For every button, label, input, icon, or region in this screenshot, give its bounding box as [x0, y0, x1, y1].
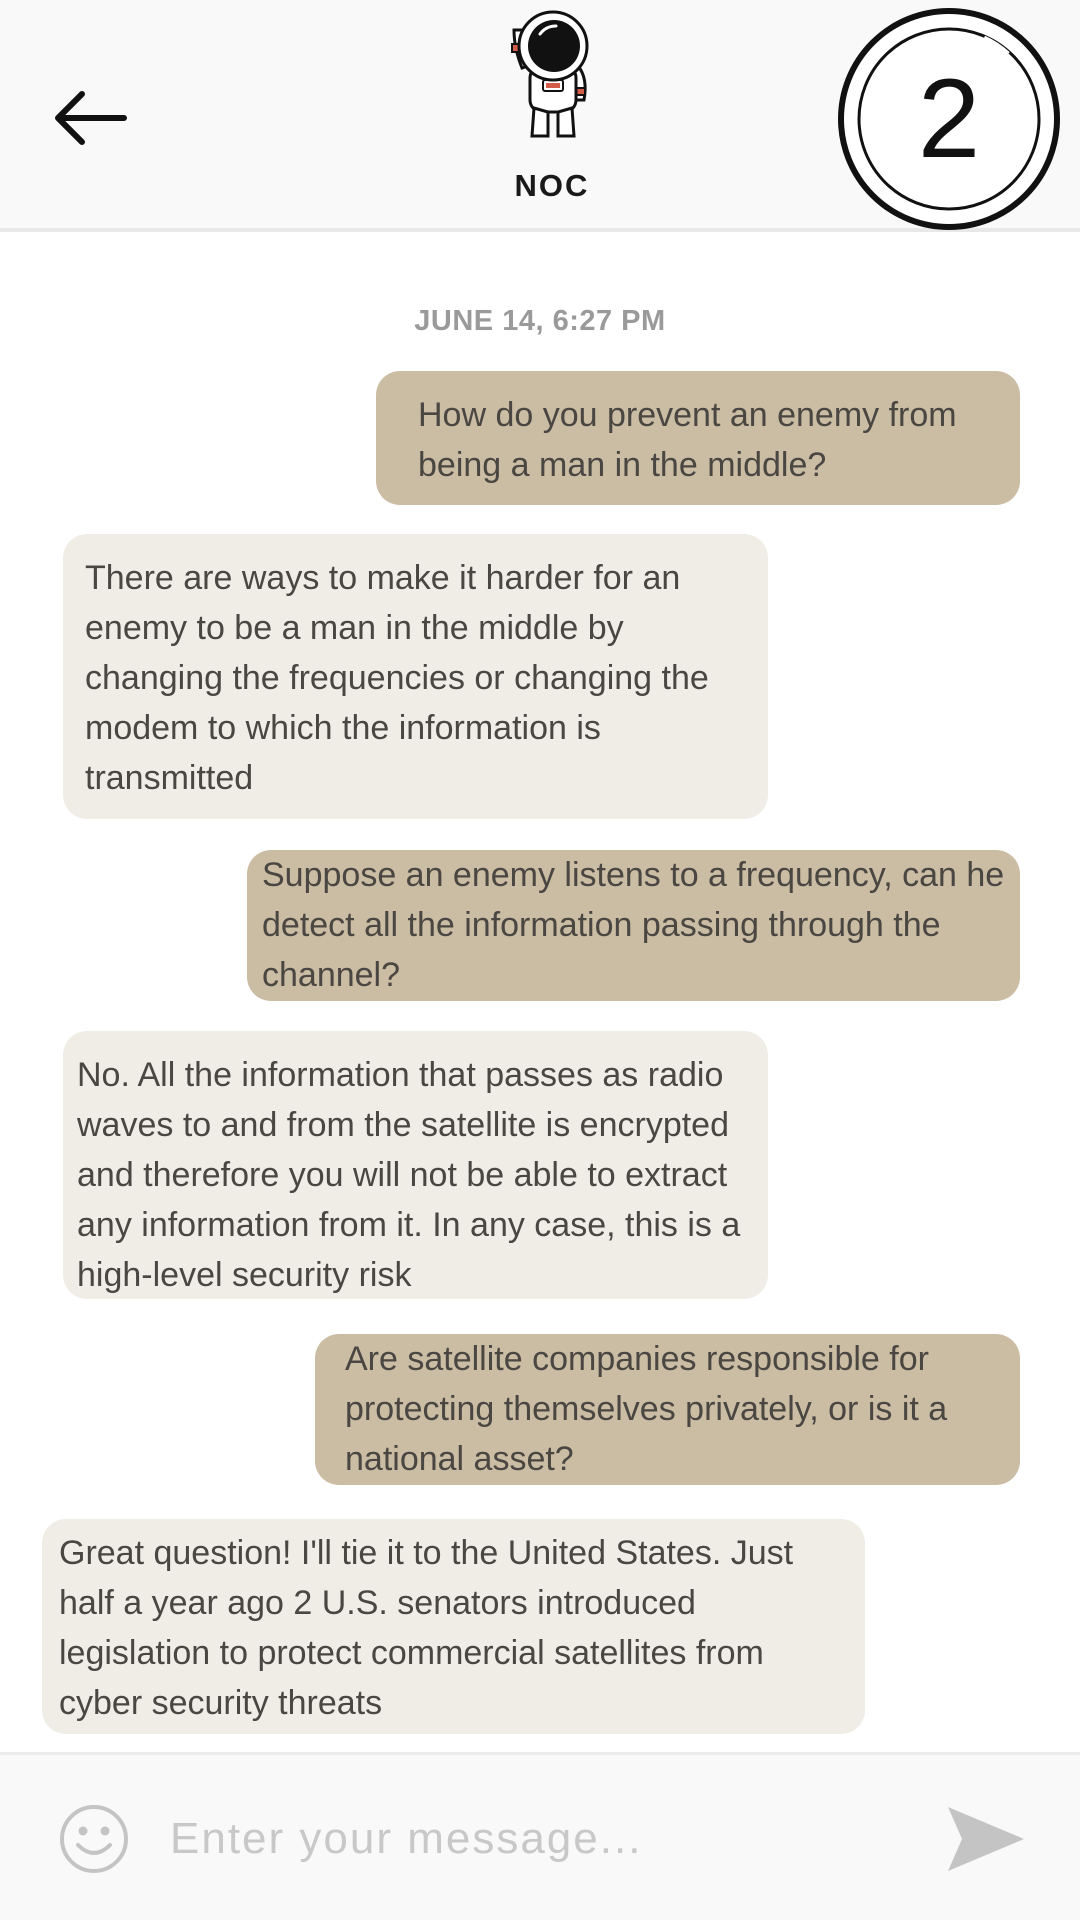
smiley-icon[interactable]: [58, 1803, 130, 1875]
date-separator: JUNE 14, 6:27 PM: [414, 305, 666, 337]
message-input[interactable]: [170, 1791, 890, 1887]
sent-message-bubble[interactable]: How do you prevent an enemy from being a man in the middle?: [376, 371, 1020, 505]
received-message-bubble[interactable]: Great question! I'll tie it to the United States. Just half a year ago 2 U.S. senators introduced legislation to protect commercial satellites from cyber security threats: [42, 1519, 865, 1734]
received-message-bubble[interactable]: There are ways to make it harder for an enemy to be a man in the middle by changing the frequencies or changing the modem to which the information is transmitted: [63, 534, 768, 819]
message-composer: [0, 1752, 1080, 1920]
counter-value: 2: [917, 56, 981, 181]
back-arrow-icon[interactable]: [52, 88, 128, 148]
send-icon[interactable]: [946, 1805, 1026, 1873]
received-message-bubble[interactable]: No. All the information that passes as radio waves to and from the satellite is encrypted and therefore you will not be able to extract any information from it. In any case, this is a high-level security risk: [63, 1031, 768, 1299]
contact-name: NOC: [514, 168, 590, 203]
astronaut-icon[interactable]: [500, 8, 606, 142]
chat-header: [0, 0, 1080, 232]
sent-message-bubble[interactable]: Are satellite companies responsible for protecting themselves privately, or is it a national asset?: [315, 1334, 1020, 1485]
sent-message-bubble[interactable]: Suppose an enemy listens to a frequency, can he detect all the information passing through the channel?: [247, 850, 1020, 1001]
